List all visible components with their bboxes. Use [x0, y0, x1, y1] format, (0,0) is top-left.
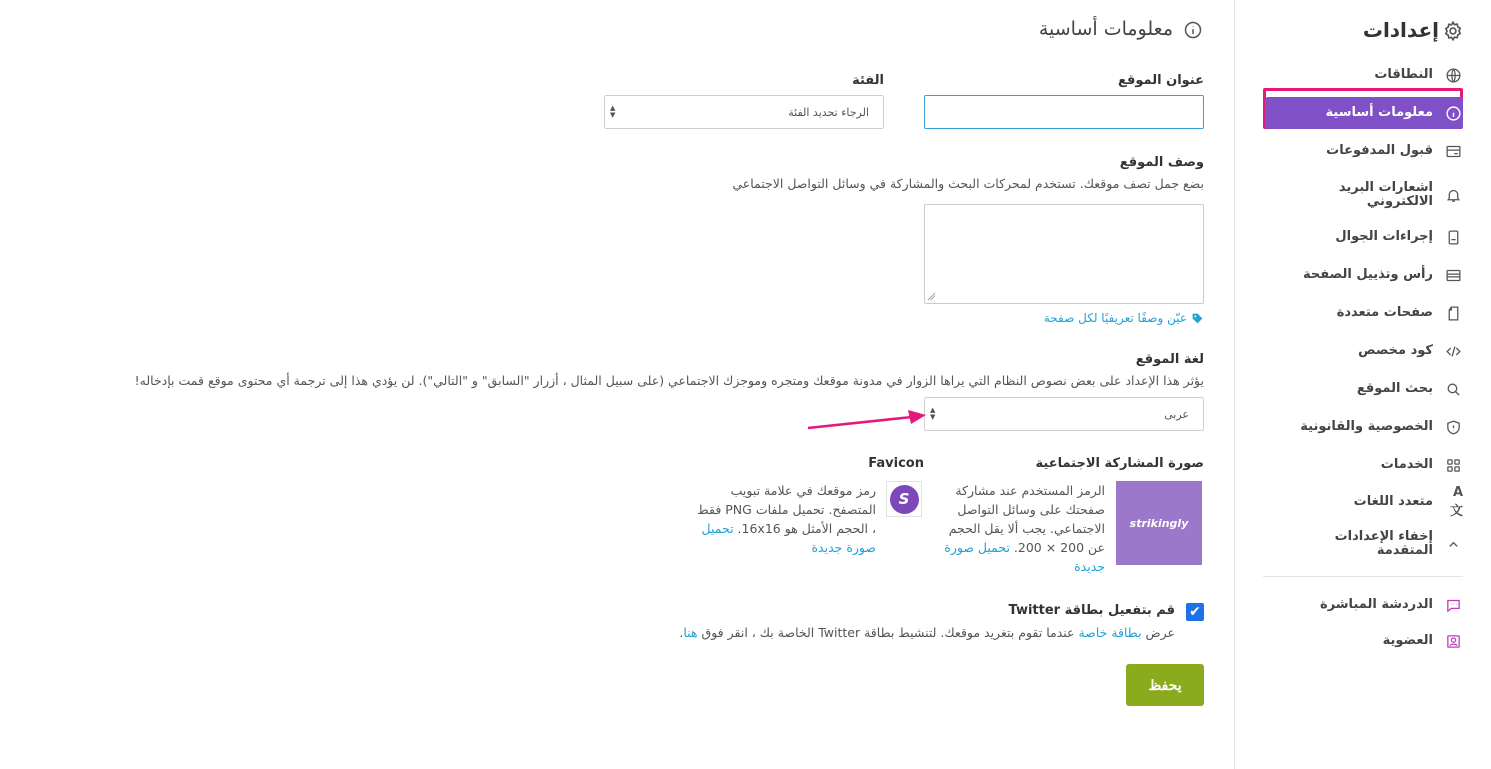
favicon-help: رمز موقعك في علامة تبويب المتصفح. تحميل ملفات PNG فقط ، الحجم الأمثل هو 16x16. — [697, 483, 876, 536]
category-label: الفئة — [852, 73, 884, 88]
description-help: بضع جمل تصف موقعك. تستخدم لمحركات البحث والمشاركة في وسائل التواصل الاجتماعي — [732, 176, 1204, 191]
chat-icon — [1443, 595, 1463, 615]
twitter-special-card-link[interactable]: بطاقة خاصة — [1078, 625, 1142, 640]
sidebar-item-label: بحث الموقع — [1356, 381, 1433, 396]
sidebar-item-header-footer[interactable] — [1253, 260, 1463, 290]
search-icon — [1443, 379, 1463, 399]
mobile-icon — [1443, 227, 1463, 247]
social-image-help: الرمز المستخدم عند مشاركة صفحتك على وسائل التواصل الاجتماعي. يجب ألا يقل الحجم عن 200 × 200. — [948, 483, 1105, 555]
category-selected: الرجاء تحديد الفئة — [788, 105, 869, 119]
sidebar-item-domains[interactable] — [1253, 60, 1463, 90]
globe-icon — [1443, 65, 1463, 85]
sidebar-item-label: العضوية — [1382, 633, 1433, 648]
sidebar-item-label: صفحات متعددة — [1336, 305, 1433, 320]
favicon-preview[interactable] — [886, 481, 922, 517]
language-label: لغة الموقع — [1135, 352, 1204, 367]
page-title: معلومات أساسية — [1038, 18, 1173, 40]
sidebar-item-label: الدردشة المباشرة — [1320, 597, 1433, 612]
select-arrows-icon: ▲ ▼ — [610, 104, 616, 119]
social-image-brand-text: strikingly — [1129, 516, 1189, 530]
shield-icon — [1443, 417, 1463, 437]
save-button[interactable]: يحفظ — [1126, 664, 1204, 706]
checkmark-icon: ✔ — [1189, 604, 1201, 620]
site-title-input[interactable] — [924, 95, 1204, 129]
code-icon — [1443, 341, 1463, 361]
sidebar-item-label: إجراءات الجوال — [1335, 229, 1433, 244]
site-title-label: عنوان الموقع — [1117, 73, 1204, 88]
favicon-letter: S — [890, 485, 919, 514]
twitter-here-link[interactable]: هنا — [683, 625, 698, 640]
favicon-help-block — [696, 481, 876, 557]
twitter-card-help — [275, 625, 1175, 640]
sidebar-item-site-search[interactable] — [1253, 374, 1463, 404]
annotation-arrow — [800, 405, 935, 435]
sidebar-item-label: الخصوصية والقانونية — [1300, 419, 1433, 434]
language-help: يؤثر هذا الإعداد على بعض نصوص النظام التي يراها الزوار في مدونة موقعك ومتجره وموجزك الاجتماعي (على سبيل المثال ، أزرار "السابق" و "التالي"). لن يؤدي هذا إلى ترجمة أي محتوى موقع قمت بإدخاله! — [134, 373, 1204, 388]
card-icon — [1443, 141, 1463, 161]
social-image-help-block — [933, 481, 1105, 576]
select-arrows-icon: ▲ ▼ — [930, 406, 936, 421]
member-icon — [1443, 631, 1463, 651]
sidebar-title: إعدادات — [1362, 18, 1439, 42]
per-page-description-link[interactable]: عيّن وصفًا تعريفيًا لكل صفحة — [1043, 311, 1187, 325]
sidebar-item-multilingual[interactable] — [1253, 487, 1463, 517]
info-icon — [1183, 20, 1203, 40]
sidebar-item-membership[interactable] — [1253, 626, 1463, 656]
settings-sidebar — [1234, 0, 1491, 769]
social-image-preview[interactable] — [1116, 481, 1202, 565]
tag-icon — [1191, 312, 1204, 325]
grid-icon — [1443, 455, 1463, 475]
page-icon — [1443, 303, 1463, 323]
sidebar-item-services[interactable] — [1253, 450, 1463, 480]
layout-icon — [1443, 265, 1463, 285]
description-textarea[interactable] — [924, 204, 1204, 304]
twitter-help-text: عرض — [1145, 625, 1175, 640]
sidebar-item-email-notifications[interactable] — [1253, 178, 1463, 212]
sidebar-item-label: الخدمات — [1380, 457, 1433, 472]
sidebar-item-privacy-legal[interactable] — [1253, 412, 1463, 442]
sidebar-item-label: النطاقات — [1374, 67, 1433, 82]
resize-handle-icon[interactable] — [927, 292, 936, 301]
sidebar-item-label: اشعارات البريد الالكتروني — [1338, 180, 1433, 209]
description-label: وصف الموقع — [1119, 155, 1204, 170]
language-select[interactable] — [924, 397, 1204, 431]
sidebar-item-hide-advanced[interactable] — [1253, 527, 1463, 561]
chevron-up-icon — [1443, 534, 1463, 554]
twitter-card-checkbox[interactable] — [1186, 603, 1204, 621]
sidebar-item-basic-info[interactable] — [1265, 97, 1463, 129]
twitter-help-end: . — [679, 625, 684, 640]
sidebar-item-label: قبول المدفوعات — [1326, 143, 1433, 158]
translate-icon: A文 — [1449, 485, 1463, 519]
category-select[interactable] — [604, 95, 884, 129]
favicon-upload-link[interactable]: تحميل صورة جديدة — [701, 521, 876, 555]
twitter-card-label: قم بتفعيل بطاقة Twitter — [1008, 603, 1175, 618]
sidebar-item-multiple-pages[interactable] — [1253, 298, 1463, 328]
social-image-upload-link[interactable]: تحميل صورة جديدة — [944, 540, 1105, 574]
bell-icon — [1443, 185, 1463, 205]
sidebar-item-mobile-actions[interactable] — [1253, 222, 1463, 252]
sidebar-divider — [1263, 576, 1463, 577]
per-page-description[interactable] — [1044, 311, 1204, 325]
sidebar-item-live-chat[interactable] — [1253, 590, 1463, 620]
language-selected: عربى — [1164, 407, 1189, 421]
favicon-label: Favicon — [868, 456, 924, 471]
sidebar-item-label: كود مخصص — [1358, 343, 1433, 358]
sidebar-item-custom-code[interactable] — [1253, 336, 1463, 366]
sidebar-item-label: رأس وتذييل الصفحة — [1303, 267, 1433, 282]
sidebar-item-label: معلومات أساسية — [1325, 105, 1433, 120]
sidebar-item-label: إخفاء الإعدادات المتقدمة — [1334, 529, 1433, 558]
sidebar-item-label: متعدد اللغات — [1353, 494, 1433, 509]
twitter-help-text-2: عندما تقوم بتغريد موقعك. لتنشيط بطاقة Twitter الخاصة بك ، انقر فوق — [701, 625, 1075, 640]
info-icon — [1443, 103, 1463, 123]
gear-icon — [1442, 20, 1464, 42]
sidebar-item-payments[interactable] — [1253, 136, 1463, 166]
social-image-label: صورة المشاركة الاجتماعية — [1035, 456, 1204, 471]
